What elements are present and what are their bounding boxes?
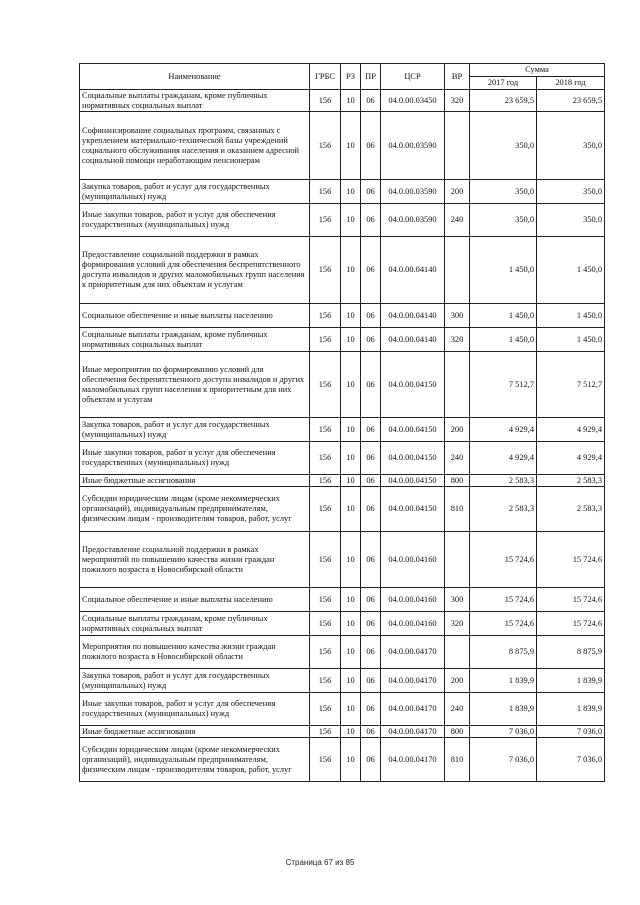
cell-pr: 06 [361,112,381,180]
cell-grbs: 156 [310,237,341,304]
cell-rz: 10 [341,669,361,693]
table-row [80,669,605,693]
cell-grbs: 156 [310,180,341,204]
header-name: Наименование [80,64,310,90]
cell-value-2018: 4 929,4 [537,418,605,442]
cell-grbs: 156 [310,442,341,475]
cell-csr: 04.0.00.04150 [381,352,445,418]
cell-csr: 04.0.00.04160 [381,532,445,588]
cell-pr: 06 [361,669,381,693]
cell-grbs: 156 [310,328,341,352]
cell-vr [445,112,470,180]
cell-pr: 06 [361,180,381,204]
table-row [80,475,605,487]
table-row [80,328,605,352]
cell-name: Софинансирование социальных программ, связанных с укреплением материально-технической базы учреждений социального обслуживания населения и оказанием адресной социальной помощи неработающим пенсионерам [80,112,310,180]
table-row [80,204,605,237]
cell-vr: 240 [445,442,470,475]
cell-value-2017: 1 839,9 [470,693,537,726]
table-row [80,612,605,636]
cell-vr: 240 [445,204,470,237]
cell-vr [445,532,470,588]
cell-vr: 800 [445,726,470,738]
cell-name: Закупка товаров, работ и услуг для государственных (муниципальных) нужд [80,180,310,204]
cell-name: Закупка товаров, работ и услуг для государственных (муниципальных) нужд [80,418,310,442]
cell-grbs: 156 [310,352,341,418]
cell-csr: 04.0.00.04150 [381,475,445,487]
cell-csr: 04.0.00.04160 [381,588,445,612]
cell-pr: 06 [361,726,381,738]
table-row [80,237,605,304]
cell-value-2018: 1 450,0 [537,237,605,304]
cell-vr: 200 [445,418,470,442]
cell-grbs: 156 [310,636,341,669]
cell-rz: 10 [341,442,361,475]
cell-rz: 10 [341,180,361,204]
cell-grbs: 156 [310,693,341,726]
cell-pr: 06 [361,90,381,112]
cell-value-2018: 1 839,9 [537,693,605,726]
cell-value-2018: 350,0 [537,204,605,237]
table-row [80,588,605,612]
cell-pr: 06 [361,328,381,352]
cell-csr: 04.0.00.03590 [381,112,445,180]
cell-value-2017: 15 724,6 [470,612,537,636]
cell-value-2017: 2 583,3 [470,475,537,487]
cell-vr: 240 [445,693,470,726]
cell-grbs: 156 [310,612,341,636]
header-grbs: ГРБС [310,64,341,90]
cell-grbs: 156 [310,112,341,180]
cell-vr: 810 [445,738,470,782]
cell-grbs: 156 [310,475,341,487]
cell-value-2018: 7 036,0 [537,738,605,782]
header-vr: ВР [445,64,470,90]
cell-csr: 04.0.00.04150 [381,418,445,442]
table-row [80,487,605,532]
cell-rz: 10 [341,738,361,782]
cell-grbs: 156 [310,304,341,328]
cell-vr: 320 [445,328,470,352]
cell-rz: 10 [341,304,361,328]
cell-csr: 04.0.00.04170 [381,693,445,726]
cell-rz: 10 [341,487,361,532]
cell-rz: 10 [341,418,361,442]
cell-name: Иные бюджетные ассигнования [80,726,310,738]
cell-grbs: 156 [310,738,341,782]
cell-grbs: 156 [310,669,341,693]
cell-name: Социальные выплаты гражданам, кроме публичных нормативных социальных выплат [80,612,310,636]
cell-value-2018: 1 450,0 [537,328,605,352]
cell-value-2017: 350,0 [470,180,537,204]
header-csr: ЦСР [381,64,445,90]
cell-csr: 04.0.00.03590 [381,180,445,204]
cell-pr: 06 [361,693,381,726]
cell-grbs: 156 [310,90,341,112]
cell-grbs: 156 [310,726,341,738]
cell-value-2017: 350,0 [470,112,537,180]
cell-rz: 10 [341,90,361,112]
cell-name: Иные закупки товаров, работ и услуг для обеспечения государственных (муниципальных) нужд [80,693,310,726]
cell-value-2017: 7 036,0 [470,738,537,782]
cell-grbs: 156 [310,487,341,532]
cell-rz: 10 [341,237,361,304]
cell-pr: 06 [361,442,381,475]
cell-value-2017: 7 512,7 [470,352,537,418]
cell-name: Социальные выплаты гражданам, кроме публичных нормативных социальных выплат [80,90,310,112]
table-row [80,180,605,204]
budget-table [79,63,605,782]
table-row [80,418,605,442]
cell-vr [445,352,470,418]
header-sum: Сумма [470,64,605,77]
cell-name: Иные бюджетные ассигнования [80,475,310,487]
cell-value-2017: 15 724,6 [470,588,537,612]
cell-pr: 06 [361,532,381,588]
cell-csr: 04.0.00.04140 [381,328,445,352]
cell-name: Мероприятия по повышению качества жизни граждан пожилого возраста в Новосибирской области [80,636,310,669]
cell-name: Предоставление социальной поддержки в рамках формирования условий для обеспечения беспрепятственного доступа инвалидов и других маломобильных групп населения к приоритетным для них объектам и услугам [80,237,310,304]
cell-value-2018: 2 583,3 [537,475,605,487]
cell-name: Предоставление социальной поддержки в рамках мероприятий по повышению качества жизни граждан пожилого возраста в Новосибирской области [80,532,310,588]
cell-csr: 04.0.00.04140 [381,304,445,328]
cell-pr: 06 [361,418,381,442]
cell-pr: 06 [361,204,381,237]
cell-value-2018: 7 036,0 [537,726,605,738]
cell-vr [445,636,470,669]
table-row [80,693,605,726]
cell-name: Социальное обеспечение и иные выплаты населению [80,304,310,328]
header-rz: РЗ [341,64,361,90]
cell-csr: 04.0.00.04170 [381,669,445,693]
table-row [80,738,605,782]
cell-pr: 06 [361,487,381,532]
cell-value-2018: 15 724,6 [537,612,605,636]
cell-vr: 800 [445,475,470,487]
cell-value-2017: 2 583,3 [470,487,537,532]
cell-value-2018: 4 929,4 [537,442,605,475]
cell-value-2018: 8 875,9 [537,636,605,669]
cell-value-2017: 4 929,4 [470,442,537,475]
cell-value-2017: 1 450,0 [470,237,537,304]
table-row [80,304,605,328]
cell-value-2017: 1 839,9 [470,669,537,693]
table-row [80,532,605,588]
cell-csr: 04.0.00.04170 [381,636,445,669]
cell-csr: 04.0.00.04170 [381,726,445,738]
cell-value-2017: 350,0 [470,204,537,237]
cell-value-2018: 7 512,7 [537,352,605,418]
cell-rz: 10 [341,352,361,418]
cell-rz: 10 [341,588,361,612]
cell-pr: 06 [361,475,381,487]
cell-value-2017: 7 036,0 [470,726,537,738]
cell-vr: 810 [445,487,470,532]
cell-grbs: 156 [310,588,341,612]
cell-grbs: 156 [310,418,341,442]
header-pr: ПР [361,64,381,90]
cell-name: Иные мероприятия по формированию условий для обеспечения беспрепятственного доступа инвалидов и других маломобильных групп населения к приоритетным для них объектам и услугам [80,352,310,418]
cell-vr: 200 [445,669,470,693]
cell-value-2018: 350,0 [537,180,605,204]
cell-value-2017: 23 659,5 [470,90,537,112]
cell-pr: 06 [361,636,381,669]
cell-pr: 06 [361,304,381,328]
cell-vr: 320 [445,90,470,112]
table-body [80,90,605,782]
cell-rz: 10 [341,112,361,180]
cell-csr: 04.0.00.04150 [381,487,445,532]
table-row [80,442,605,475]
cell-name: Субсидии юридическим лицам (кроме некоммерческих организаций), индивидуальным предпринимателям, физическим лицам - производителям товаров, работ, услуг [80,738,310,782]
cell-value-2018: 15 724,6 [537,532,605,588]
cell-vr [445,237,470,304]
cell-pr: 06 [361,237,381,304]
cell-csr: 04.0.00.04160 [381,612,445,636]
cell-value-2018: 2 583,3 [537,487,605,532]
cell-value-2017: 1 450,0 [470,328,537,352]
cell-grbs: 156 [310,204,341,237]
cell-csr: 04.0.00.04140 [381,237,445,304]
cell-rz: 10 [341,532,361,588]
header-year-2017: 2017 год [470,77,537,90]
cell-name: Закупка товаров, работ и услуг для государственных (муниципальных) нужд [80,669,310,693]
cell-vr: 300 [445,304,470,328]
cell-value-2018: 15 724,6 [537,588,605,612]
table-row [80,90,605,112]
header-year-2018: 2018 год [537,77,605,90]
cell-value-2018: 23 659,5 [537,90,605,112]
cell-pr: 06 [361,612,381,636]
cell-name: Иные закупки товаров, работ и услуг для обеспечения государственных (муниципальных) нужд [80,442,310,475]
cell-rz: 10 [341,693,361,726]
cell-vr: 320 [445,612,470,636]
cell-name: Субсидии юридическим лицам (кроме некоммерческих организаций), индивидуальным предпринимателям, физическим лицам - производителям товаров, работ, услуг [80,487,310,532]
cell-pr: 06 [361,352,381,418]
cell-rz: 10 [341,475,361,487]
table-row [80,636,605,669]
cell-value-2018: 350,0 [537,112,605,180]
cell-pr: 06 [361,738,381,782]
cell-rz: 10 [341,612,361,636]
cell-csr: 04.0.00.04170 [381,738,445,782]
cell-value-2017: 1 450,0 [470,304,537,328]
cell-value-2017: 15 724,6 [470,532,537,588]
table-row [80,112,605,180]
cell-vr: 300 [445,588,470,612]
cell-rz: 10 [341,328,361,352]
cell-name: Иные закупки товаров, работ и услуг для обеспечения государственных (муниципальных) нужд [80,204,310,237]
table-row [80,352,605,418]
cell-value-2018: 1 450,0 [537,304,605,328]
page-number: Страница 67 из 85 [285,858,355,867]
cell-grbs: 156 [310,532,341,588]
cell-csr: 04.0.00.04150 [381,442,445,475]
cell-rz: 10 [341,636,361,669]
cell-value-2017: 8 875,9 [470,636,537,669]
cell-csr: 04.0.00.03590 [381,204,445,237]
table-row [80,726,605,738]
cell-rz: 10 [341,204,361,237]
cell-value-2017: 4 929,4 [470,418,537,442]
cell-vr: 200 [445,180,470,204]
cell-name: Социальные выплаты гражданам, кроме публичных нормативных социальных выплат [80,328,310,352]
cell-csr: 04.0.00.03450 [381,90,445,112]
cell-rz: 10 [341,726,361,738]
cell-pr: 06 [361,588,381,612]
cell-name: Социальное обеспечение и иные выплаты населению [80,588,310,612]
cell-value-2018: 1 839,9 [537,669,605,693]
